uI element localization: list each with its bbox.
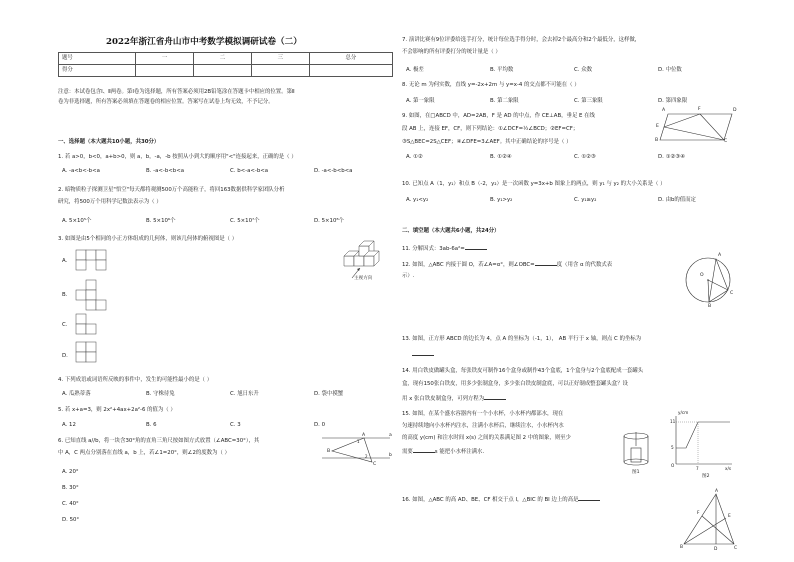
q9-stem-3: ③S△BEC=2S△CEF；④∠DFE=3∠AEF。其中正确结论的序号是（ ） [402, 139, 572, 145]
score-header-0: 题号 [59, 53, 136, 65]
q15-container-figure [622, 432, 652, 468]
q14-stem-3 [402, 394, 506, 403]
q12-stem-3: 示）. [402, 273, 415, 279]
q7-stem-2: 不会影响的所有评委打分的统计量是（ ） [402, 49, 501, 55]
q1-option-b: B. -a<-b<b<a [146, 168, 185, 174]
q3-option-b: B. [62, 292, 68, 298]
q9-option-b: B. ①②④ [490, 154, 512, 160]
q3-option-d: D. [62, 353, 68, 359]
q13-stem: 13. 如图，正方形 ABCD 的边长为 4，点 A 的坐标为（-1，1）， AB 平行于 x 轴，则点 C 的坐标为 [402, 336, 642, 342]
q7-option-b: B. 平均数 [490, 67, 514, 73]
q16-label-d: D [714, 547, 718, 552]
exam-title: 2022年浙江省舟山市中考数学模拟调研试卷（二） [106, 37, 302, 47]
q6-option-c: C. 40° [62, 501, 79, 507]
q12-label-a: A [718, 253, 722, 258]
q1-option-d: D. -a<-b<b<a [314, 168, 353, 174]
q15-fig2-origin: O [671, 463, 675, 468]
q15-stem-3: 的高度 y(cm) 和注水时间 x(s) 之间的关系满足图 2 中的图象，则至少 [402, 435, 571, 441]
score-header-3: 三 [251, 53, 309, 65]
q2-option-a: A. 5×10⁵个 [62, 218, 92, 224]
q7-option-d: D. 中位数 [658, 67, 682, 73]
q3-option-d-figure [76, 342, 116, 366]
q6-label-b: B [327, 449, 331, 454]
score-cell [136, 65, 194, 77]
q15-fig2-tick-7: 7 [696, 466, 699, 471]
q12-stem-text-2: 度（用含 α 的代数式表 [556, 262, 613, 268]
q6-option-d: D. 50° [62, 517, 80, 523]
q14-stem-1: 14. 用白铁皮做罐头盒，每张铁皮可制作16个盒身或制作43个盒底，1个盒身与2个盒底配成一套罐头 [402, 368, 644, 374]
q14-stem-2: 盒，现有150张白铁皮，用多少张制盒身，多少张白铁皮制盒底，可以正好制成整套罐头盒？设 [402, 381, 628, 387]
q11-answer-blank[interactable] [465, 244, 487, 250]
section-1-heading: 一、选择题（本大题共10小题，共30分） [58, 139, 160, 145]
q3-option-a: A. [62, 258, 68, 264]
q7-stem-1: 7. 演讲比赛有9位评委给选手打分，统计每位选手得分时，会去掉2个最高分和2个最低分，这样做， [402, 37, 641, 43]
q16-stem-text: 16. 如图，△ABC 的高 AD、BE、CF 相交于点 I，△BIC 的 BI 边上的高是 [402, 497, 579, 503]
q4-option-b: B. 守株待兔 [146, 391, 175, 397]
q5-option-d: D. 0 [314, 422, 326, 428]
q15-stem-2: 匀速持续地向小水杯内注水，注满小水杯后，继续注水，小水杯内水 [402, 423, 564, 429]
q10-option-a: A. y₁<y₂ [406, 197, 429, 203]
q6-stem-2: 中 A，C 两点分别落在直线 a，b 上，若∠1=20°，则∠2的度数为（ ） [58, 450, 230, 456]
q3-option-c-figure [76, 314, 116, 338]
score-table [58, 52, 393, 77]
q15-stem-text-5: s 能把小水杯注满水. [434, 449, 485, 455]
q9-option-d: D. ①②③④ [658, 154, 685, 160]
score-table-header-row [59, 53, 393, 65]
q12-stem-1 [402, 260, 612, 269]
q15-answer-blank[interactable] [413, 447, 435, 453]
q3-figure-caption: 主视方向 [354, 276, 373, 281]
q2-option-c: C. 5×10⁷个 [230, 218, 260, 224]
q1-stem: 1. 若 a>0，b<0，a+b>0，则 a，b，-a，-b 按照从小到大的顺序用"<"连接起来，正确的是（ ） [58, 154, 297, 160]
q10-option-d: D. 由b的值而定 [658, 197, 696, 203]
q11-stem [402, 244, 487, 253]
q8-option-b: B. 第二象限 [490, 98, 519, 104]
q9-option-c: C. ①②③ [574, 154, 596, 160]
q9-label-e: E [656, 124, 659, 129]
q4-stem: 4. 下列成语或词语所反映的事件中，发生的可能性最小的是（ ） [58, 377, 213, 383]
q13-answer-blank[interactable] [412, 350, 434, 356]
q7-option-c: C. 众数 [574, 67, 592, 73]
q12-label-b: B [708, 304, 712, 309]
q6-label-angle-1: 1 [357, 439, 360, 444]
q2-option-d: D. 5×10⁸个 [314, 218, 344, 224]
q12-circle-figure [680, 252, 738, 310]
q7-option-a: A. 极差 [406, 67, 424, 73]
q9-label-c: C [724, 139, 728, 144]
q2-stem-1: 2. 暗物质粒子探测卫星"悟空"每天都将观测500万个高能粒子，将回163数据供科学家团队分析 [58, 187, 285, 193]
q12-label-o: O [700, 273, 704, 278]
score-table-score-row [59, 65, 393, 77]
q15-fig2-tick-11: 11 [670, 419, 676, 424]
q8-option-c: C. 第三象限 [574, 98, 603, 104]
q9-stem-1: 9. 如图，在□ABCD 中，AD=2AB，F 是 AD 的中点，作 CE⊥AB，垂足 E 在线 [402, 113, 595, 119]
q12-stem-text-1: 12. 如图，△ABC 内接于圆 O，若∠A=α°，则∠OBC= [402, 262, 535, 268]
q5-option-c: C. 3 [230, 422, 241, 428]
q14-stem-text-3: 用 x 张白铁皮制盒身，可列方程为 [402, 396, 485, 402]
q15-fig2-xlabel: x/s [725, 466, 732, 471]
q8-option-a: A. 第一象限 [406, 98, 435, 104]
q9-option-a: A. ①② [406, 154, 423, 160]
notice-line-2: 卷为非选择题，所有答案必须填在答题卷的相应位置。答案写在试卷上均无效，不予记分。 [58, 99, 274, 105]
q4-option-c: C. 旭日东升 [230, 391, 259, 397]
q15-stem-4 [402, 447, 484, 456]
q2-option-b: B. 5×10⁶个 [146, 218, 176, 224]
q3-option-c: C. [62, 322, 68, 328]
q6-label-angle-2: 2 [365, 454, 368, 459]
q15-graph-figure [670, 412, 736, 470]
q16-stem [402, 495, 600, 504]
q9-label-f: F [698, 107, 701, 112]
q6-label-line-a: a [389, 433, 392, 438]
q3-stem: 3. 如图是由5个相同的小正方体组成的几何体，则该几何体的俯视图是（ ） [58, 236, 238, 242]
q8-stem: 8. 无论 m 为何实数，直线 y=-2x+2m 与 y=x-4 的交点都不可能在（ ） [402, 82, 580, 88]
q1-option-a: A. -a<b<-b<a [62, 168, 100, 174]
q1-option-c: C. b<-a<-b<a [230, 168, 269, 174]
q3-option-b-figure [76, 280, 116, 314]
score-cell [193, 65, 251, 77]
q15-fig2-ylabel: y/cm [678, 410, 689, 415]
q15-fig2-tick-5: 5 [671, 445, 674, 450]
q8-option-d: D. 第四象限 [658, 98, 688, 104]
q9-label-d: D [733, 108, 737, 113]
section-2-heading: 二、填空题（本大题共6小题，共24分） [402, 228, 500, 234]
q16-label-f: F [697, 511, 700, 516]
q13-answer-line [412, 350, 434, 359]
score-header-2: 二 [193, 53, 251, 65]
q15-stem-text-4: 需要 [402, 449, 413, 455]
q16-answer-blank[interactable] [578, 495, 600, 501]
q16-label-e: E [728, 514, 731, 519]
q16-triangle-figure [680, 490, 738, 552]
q2-stem-2: 研究，将500万个用科学记数法表示为（ ） [58, 199, 162, 205]
q10-stem: 10. 已知点 A（1，y₁）和点 B（-2，y₂）是一次函数 y=3x+b 图象上的两点，则 y₁ 与 y₂ 的大小关系是（ ） [402, 181, 666, 187]
q9-label-a: A [662, 108, 666, 113]
q6-option-b: B. 30° [62, 485, 79, 491]
score-header-1: 一 [136, 53, 194, 65]
score-cell [309, 65, 392, 77]
q12-answer-blank[interactable] [535, 260, 557, 266]
q5-option-a: A. 12 [62, 422, 76, 428]
q6-stem-1: 6. 已知直线 a//b，将一块含30°角的直角三角尺按如图方式放置（∠ABC=30°），其 [58, 438, 260, 444]
q4-option-a: A. 瓜熟蒂落 [62, 391, 91, 397]
q16-label-c: C [734, 546, 738, 551]
q5-option-b: B. 6 [146, 422, 157, 428]
q14-answer-blank[interactable] [484, 394, 506, 400]
score-cell [251, 65, 309, 77]
q6-label-line-b: b [389, 453, 392, 458]
q3-option-a-figure [76, 250, 146, 274]
q15-stem-1: 15. 如图，在某个盛水容器内有一个小水杯，小水杯内都部水，现在 [402, 411, 564, 417]
q15-fig2-caption: 图2 [702, 474, 710, 479]
q10-option-b: B. y₁>y₂ [490, 197, 513, 203]
q16-label-a: A [715, 489, 719, 494]
q6-option-a: A. 20° [62, 469, 79, 475]
q4-option-d: D. 袋中摸蟹 [314, 391, 344, 397]
q11-stem-text: 11. 分解因式：3ab-6a²= [402, 246, 465, 252]
notice-line-1: 注意：本试卷包含Ⅰ、Ⅱ两卷。第Ⅰ卷为选择题，所有答案必须用2B铅笔涂在答题卡中相应的位置。第Ⅱ [58, 89, 295, 95]
q15-fig1-caption: 图1 [632, 470, 640, 475]
q9-label-b: B [655, 138, 659, 143]
q6-label-a: A [362, 433, 366, 438]
score-header-4: 总分 [309, 53, 392, 65]
q9-stem-2: 段 AB 上，连接 EF，CF，则下列结论：①∠DCF=½∠BCD；②EF=CF； [402, 126, 579, 132]
score-row-label: 得分 [59, 65, 136, 77]
q16-label-b: B [680, 545, 684, 550]
q6-label-c: C [373, 462, 377, 467]
q10-option-c: C. y₁≥y₂ [574, 197, 597, 203]
q5-stem: 5. 若 x+a=3，则 2x²+4ax+2a²-6 的值为（ ） [58, 407, 176, 413]
q12-label-c: C [730, 291, 734, 296]
